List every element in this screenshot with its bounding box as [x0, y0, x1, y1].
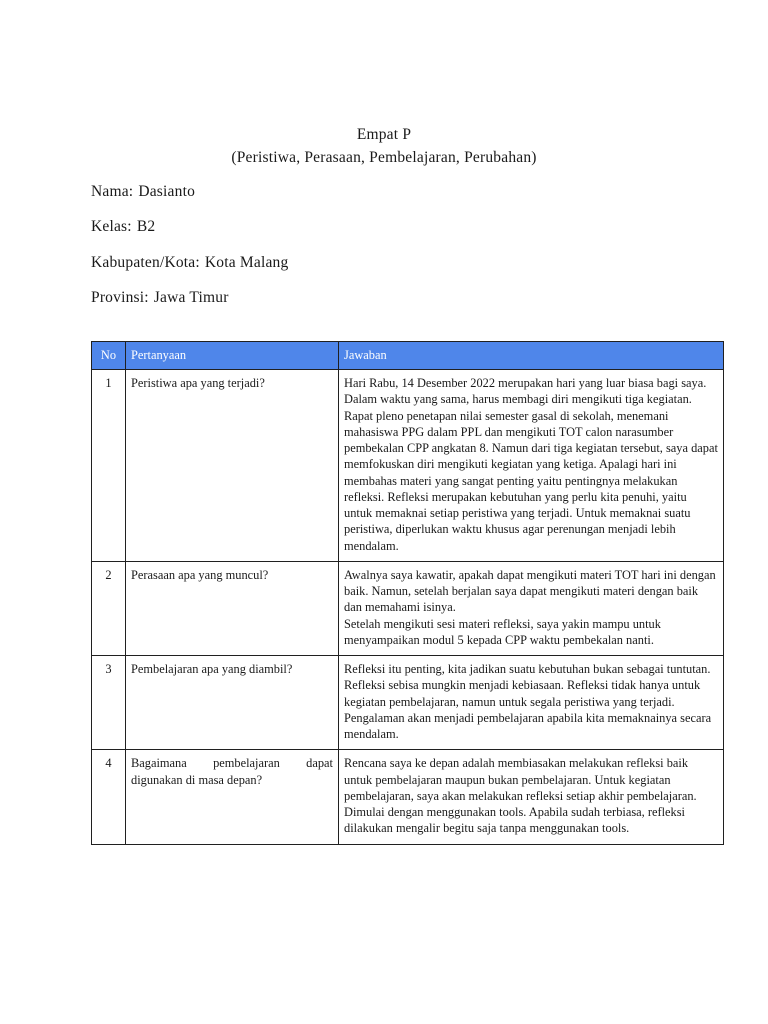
row-number: 1	[92, 370, 126, 562]
class-value: B2	[136, 218, 156, 235]
class-label: Kelas:	[91, 218, 132, 235]
name-label: Nama:	[91, 183, 134, 200]
row-question: Bagaimana pembelajaran dapat digunakan di masa depan?	[126, 750, 339, 844]
row-answer	[339, 561, 724, 655]
table-row	[92, 656, 724, 750]
row-question: Peristiwa apa yang terjadi?	[126, 370, 339, 562]
name-value: Dasianto	[138, 183, 196, 200]
header-answer: Jawaban	[339, 342, 724, 370]
answer-paragraph: Refleksi itu penting, kita jadikan suatu kebutuhan bukan sebagai tuntutan. Refleksi sebisa mungkin menjadi kebiasaan. Refleksi tidak hanya untuk kegiatan pembelajaran, namun untuk segala peristiwa yang terjadi. Pengalaman akan menjadi pembelajaran apabila kita memaknainya secara mendalam.	[344, 662, 712, 741]
province-value: Jawa Timur	[153, 289, 229, 306]
row-answer	[339, 750, 724, 844]
document-subtitle: (Peristiwa, Perasaan, Pembelajaran, Perubahan)	[231, 149, 537, 166]
city-label: Kabupaten/Kota:	[91, 254, 200, 271]
row-question: Perasaan apa yang muncul?	[126, 561, 339, 655]
row-answer	[339, 656, 724, 750]
answer-paragraph: Hari Rabu, 14 Desember 2022 merupakan hari yang luar biasa bagi saya. Dalam waktu yang sama, harus membagi diri mengikuti tiga kegiatan. Rapat pleno penetapan nilai semester gasal di sekolah, menemani mahasiswa PPG dalam PPL dan mengikuti TOT calon narasumber pembekalan CPP angkatan 8. Namun dari tiga kegiatan tersebut, saya dapat memfokuskan diri mengikuti kegiatan yang ketiga. Apalagi hari ini membahas materi yang sangat penting yaitu pentingnya melakukan refleksi. Refleksi merupakan kebutuhan yang perlu kita penuhi, yaitu untuk memaknai setiap peristiwa yang terjadi. Untuk memaknai suatu peristiwa, diperlukan waktu khusus agar perenungan menjadi lebih mendalam.	[344, 376, 718, 553]
row-question: Pembelajaran apa yang diambil?	[126, 656, 339, 750]
reflection-table	[91, 341, 724, 845]
class-line	[91, 216, 155, 237]
answer-paragraph: Awalnya saya kawatir, apakah dapat mengikuti materi TOT hari ini dengan baik. Namun, setelah berjalan saya dapat mengikuti materi dengan baik dan memahami isinya.	[344, 567, 716, 615]
document-title: Empat P	[356, 126, 412, 143]
row-number: 2	[92, 561, 126, 655]
header-no: No	[92, 342, 126, 370]
table-row	[92, 750, 724, 844]
name-line	[91, 181, 195, 202]
province-line	[91, 287, 229, 308]
city-line	[91, 252, 288, 273]
table-row	[92, 370, 724, 562]
city-value: Kota Malang	[204, 254, 289, 271]
header-question: Pertanyaan	[126, 342, 339, 370]
answer-paragraph: Setelah mengikuti sesi materi refleksi, saya yakin mampu untuk menyampaikan modul 5 kepada CPP waktu pembekalan nanti.	[344, 616, 661, 647]
row-answer	[339, 370, 724, 562]
table-row	[92, 561, 724, 655]
row-number: 3	[92, 656, 126, 750]
table-header-row	[92, 342, 724, 370]
province-label: Provinsi:	[91, 289, 149, 306]
answer-paragraph: Rencana saya ke depan adalah membiasakan melakukan refleksi baik untuk pembelajaran maupun bukan pembelajaran. Untuk kegiatan pembelajaran, saya akan melakukan refleksi setiap akhir pembelajaran. Dimulai dengan menggunakan tools. Apabila sudah terbiasa, refleksi dilakukan mengalir begitu saja tanpa menggunakan tools.	[344, 756, 697, 836]
row-number: 4	[92, 750, 126, 844]
